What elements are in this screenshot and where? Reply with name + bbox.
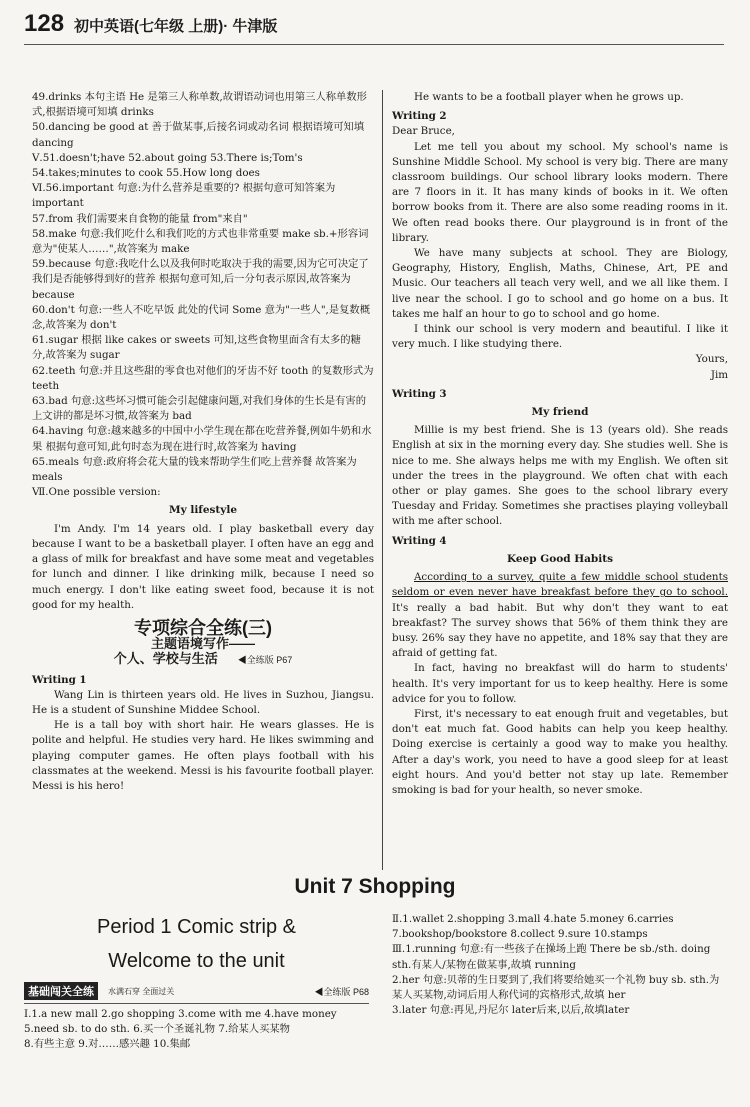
writing-4-title: Keep Good Habits	[506, 552, 614, 565]
writing-4-paragraph-2: In fact, having no breakfast will do harm to students' health. It's very important for us to keep healthy. Here is some advice for you to follow.	[392, 662, 728, 705]
answer-item: Ⅶ.One possible version:	[32, 486, 161, 499]
exercise-badge-subtitle: 水满石穿 全面过关	[108, 986, 175, 996]
essay-title-my-lifestyle: My lifestyle	[168, 504, 238, 517]
answer-item: 49.drinks 本句主语 He 是第三人称单数,故谓语动词也用第三人称单数形式,根据语境可知填 drinks	[32, 91, 367, 119]
writing-2-paragraph-2: We have many subjects at school. They are Biology, Geography, History, English, Maths, Chinese, Art, PE and Music. Our teachers all teach very well, and we all like them. I live near the school. I go to school and go home on a bus. It takes me half an hour to go to school and go home.	[392, 247, 728, 320]
essay-my-lifestyle: I'm Andy. I'm 14 years old. I play basketball every day because I want to be a basketball player. I often have an egg and a glass of milk for breakfast and have some meat and vegetables for lunch and dinner. I like drinking milk, because I need so much energy. I don't like eating sweet food, because it is not good for my health.	[32, 522, 374, 611]
unit-title: Unit 7 Shopping	[294, 875, 456, 898]
answer-item: Ⅰ.1.a new mall 2.go shopping 3.come with me 4.have money	[24, 1008, 337, 1020]
answer-item: 7.bookshop/bookstore 8.collect 9.sure 10.stamps	[392, 928, 648, 941]
right-column	[392, 90, 728, 798]
answer-item: 61.sugar 根据 like cakes or sweets 可知,这些食物里面含有太多的糖分,故答案为 sugar	[32, 334, 361, 362]
writing-4-paragraph-3: First, it's necessary to eat enough fruit and vegetables, but don't eat much fat. Good habits can help you keep healthy. Doing exercise is certainly a good way to make you healthy. After a day's work, you need to have a good sleep for at least eight hours. And you'd better not stay up late. Remember smoking is bad for your health, so never smoke.	[392, 707, 728, 796]
writing-1-paragraph-3: He wants to be a football player when he grows up.	[414, 91, 684, 103]
writing-2-paragraph-1: Let me tell you about my school. My school's name is Sunshine Middle School. My school is very big. There are many classroom buildings. Our school library looks modern. There are 7 floors in it. It has many kinds of books in it. We often borrow books from it. There are also some reading rooms in it. We often read books there. Our playground is in front of the library.	[392, 140, 728, 244]
period-title-line-2: Welcome to the unit	[108, 950, 285, 972]
answer-item: 50.dancing be good at 善于做某事,后接名词或动名词 根据语境可知填 dancing	[32, 121, 365, 149]
exercise-divider	[24, 1003, 369, 1004]
answer-item: Ⅴ.51.doesn't;have 52.about going 53.There is;Tom's	[32, 151, 303, 164]
answer-list	[32, 90, 374, 500]
answer-item: 57.from 我们需要来自食物的能量 from"来自"	[32, 212, 248, 225]
answer-item: 3.later 句意:再见,丹尼尔 later后来,以后,故填later	[392, 1004, 630, 1017]
underlined-topic-sentence: According to a survey, quite a few middle school students seldom or even never have breakfast before they go to school.	[392, 571, 728, 599]
left-column	[32, 90, 374, 794]
column-divider	[382, 90, 383, 870]
writing-2-signature: Jim	[710, 368, 728, 381]
writing-4-label: Writing 4	[392, 534, 447, 547]
writing-4-paragraph-1	[392, 570, 728, 661]
unit-answers-right	[392, 912, 728, 1018]
period-title-line-1: Period 1 Comic strip &	[97, 916, 296, 938]
answer-item: 59.because 句意:我吃什么以及我何时吃取决于我的需要,因为它可决定了我们是否能够得到好的营养 根据句意可知,后一分句表示原因,故答案为 because	[32, 258, 369, 301]
exercise-badge: 基础闯关全练	[24, 982, 98, 1000]
writing-3-title: My friend	[531, 406, 589, 419]
answer-item: 5.need sb. to do sth. 6.买一个圣诞礼物 7.给某人买某物	[24, 1023, 290, 1036]
unit-page-ref: ◀全练版 P68	[314, 986, 369, 997]
page-number: 128	[24, 10, 65, 37]
answer-item: 54.takes;minutes to cook 55.How long does	[32, 167, 260, 180]
section-subtitle-1: 主题语境写作——	[150, 636, 255, 652]
answer-item: Ⅵ.56.important 句意:为什么营养是重要的? 根据句意可知答案为 important	[32, 182, 336, 210]
answer-item: 2.her 句意:贝蒂的生日要到了,我们将要给她买一个礼物 buy sb. sth.为某人买某物,动词后用人称代词的宾格形式,故填 her	[392, 973, 720, 1002]
unit-left-column	[24, 910, 369, 1053]
answer-item: 62.teeth 句意:并且这些甜的零食也对他们的牙齿不好 tooth 的复数形式为 teeth	[32, 364, 374, 392]
answer-item: 64.having 句意:越来越多的中国中小学生现在都在吃营养餐,例如牛奶和水果 根据句意可知,此句时态为现在进行时,故答案为 having	[32, 425, 372, 453]
section-title: 专项综合全练(三)	[134, 617, 272, 638]
writing-2-label: Writing 2	[392, 110, 447, 123]
writing-2-greeting: Dear Bruce,	[392, 125, 455, 138]
writing-2-closing: Yours,	[695, 353, 728, 366]
section-page-ref: ◀全练版 P67	[237, 655, 293, 666]
answer-item: 60.don't 句意:一些人不吃早饭 此处的代词 Some 意为"一些人",是复数概念,故答案为 don't	[32, 303, 371, 332]
writing-4-paragraph-1-rest: It's really a bad habit. But why don't they want to eat breakfast? The survey shows that 56% of them think they are busy. 26% say they have no appetite, and 18% say that they are afraid of getting fat.	[392, 601, 728, 660]
section-subtitle-2: 个人、学校与生活	[113, 651, 218, 667]
writing-3-paragraph-1: Millie is my best friend. She is 13 (years old). She reads English at six in the morning every day. She studies well. She is nice to me. She always helps me with my English. We often sit under the trees in the playground. We often chat with each other or play games. She goes to the school library every Tuesday and Friday. Sometimes she practises playing volleyball with me after school.	[392, 424, 728, 528]
answer-item: Ⅲ.1.running 句意:有一些孩子在操场上跑 There be sb./sth. doing sth.有某人/某物在做某事,故填 running	[392, 943, 711, 971]
answer-item: 65.meals 句意:政府将会花大量的钱来帮助学生们吃上营养餐 故答案为 meals	[32, 455, 357, 484]
answer-item: 58.make 句意:我们吃什么和我们吃的方式也非常重要 make sb.+形容词意为"使某人……",故答案为 make	[32, 227, 369, 256]
answer-item: 8.有些主意 9.对……感兴趣 10.集邮	[24, 1038, 191, 1051]
writing-3-label: Writing 3	[392, 387, 447, 400]
book-title: 初中英语(七年级 上册)· 牛津版	[74, 18, 278, 35]
answer-item: 63.bad 句意:这些坏习惯可能会引起健康问题,对我们身体的生长是有害的 上文讲的都是坏习惯,故答案为 bad	[32, 395, 367, 423]
writing-1-paragraph-1: Wang Lin is thirteen years old. He lives in Suzhou, Jiangsu. He is a student of Sunshine Middee School.	[32, 688, 374, 716]
header-divider	[24, 44, 724, 45]
writing-1-label: Writing 1	[32, 673, 87, 686]
unit-answers-left	[24, 1007, 369, 1053]
writing-1-paragraph-2: He is a tall boy with short hair. He wears glasses. He is polite and helpful. He studies very hard. He likes swimming and playing computer games. He often plays football with his classmates at the weekend. Messi is his favourite football player. Messi is his hero!	[32, 719, 374, 792]
page-header	[24, 10, 724, 44]
answer-item: Ⅱ.1.wallet 2.shopping 3.mall 4.hate 5.money 6.carries	[392, 913, 674, 925]
writing-2-paragraph-3: I think our school is very modern and beautiful. I like it very much. I like studying there.	[392, 323, 728, 351]
